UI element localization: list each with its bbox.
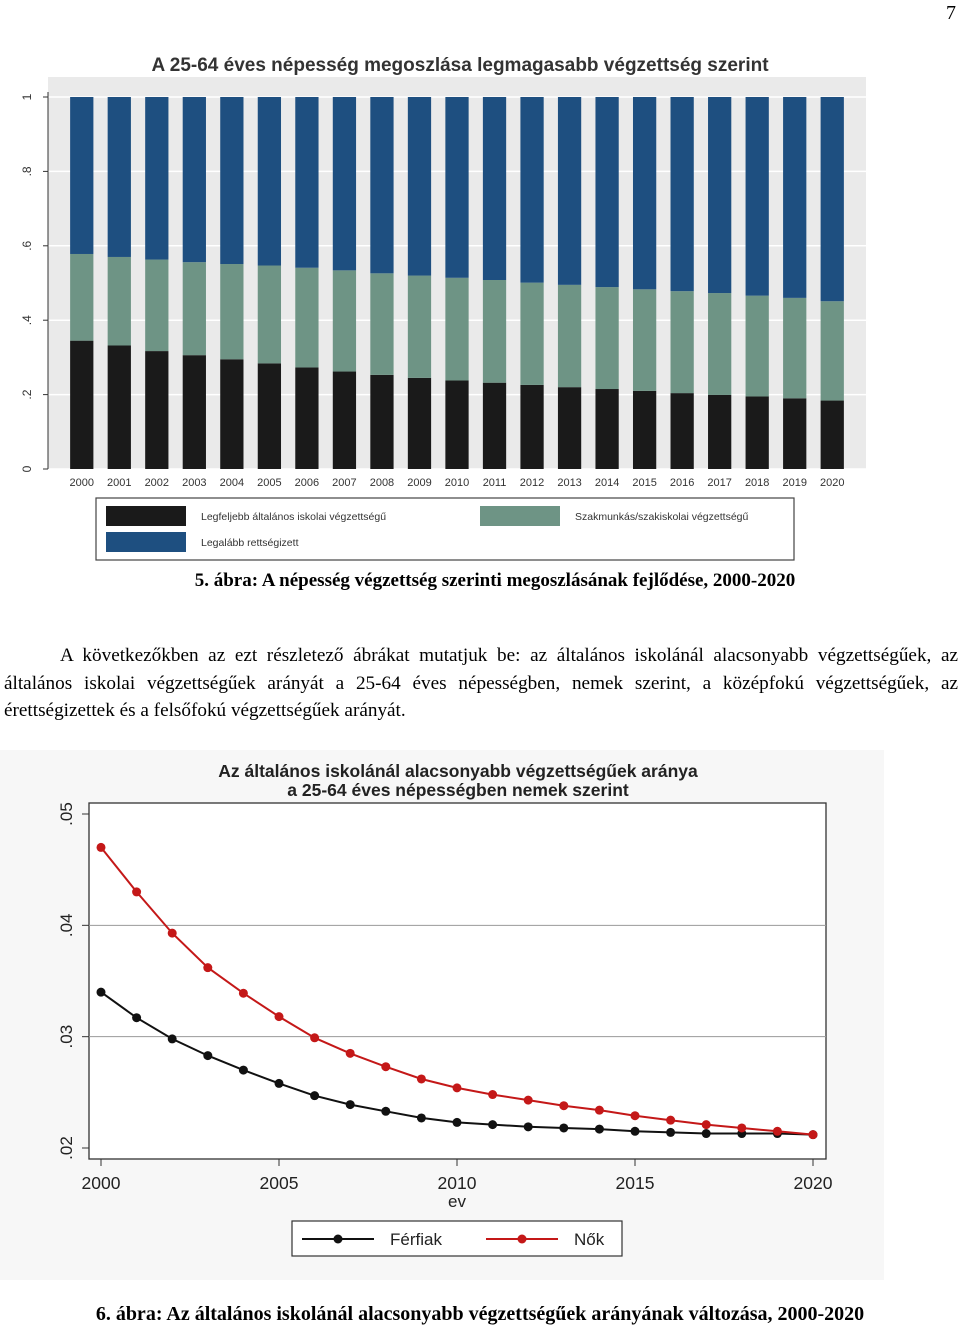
education-distribution-chart	[8, 40, 880, 570]
x-tick-label: 2020	[819, 477, 845, 489]
data-point	[559, 1123, 568, 1132]
plot-region	[89, 803, 826, 1159]
x-tick-label: 2005	[259, 1173, 299, 1193]
bar-segment	[595, 389, 618, 469]
data-point	[310, 1091, 319, 1100]
below-primary-share-chart	[0, 750, 884, 1280]
bar-segment	[258, 266, 281, 364]
bar-segment	[445, 380, 468, 469]
chart-subtitle: a 25-64 éves népességben nemek szerint	[287, 780, 629, 800]
bar-segment	[70, 97, 93, 254]
y-tick-label: 1	[20, 93, 34, 101]
x-tick-label: 2019	[782, 477, 807, 489]
bar-segment	[558, 97, 581, 285]
data-point	[97, 843, 106, 852]
chart-legend	[292, 1221, 622, 1256]
legend-marker	[518, 1235, 527, 1244]
x-tick-label: 2014	[594, 477, 620, 489]
data-point	[595, 1125, 604, 1134]
data-point	[346, 1049, 355, 1058]
data-point	[168, 929, 177, 938]
data-point	[559, 1101, 568, 1110]
legend-swatch	[480, 506, 560, 526]
data-point	[275, 1079, 284, 1088]
bar-segment	[220, 97, 243, 264]
data-point	[346, 1100, 355, 1109]
x-tick-label: 2010	[437, 1173, 477, 1193]
bar-segment	[595, 287, 618, 389]
legend-swatch	[106, 506, 186, 526]
bar-segment	[783, 398, 806, 469]
data-point	[524, 1122, 533, 1131]
data-point	[203, 963, 212, 972]
bar-segment	[783, 97, 806, 298]
bar-segment	[295, 268, 318, 368]
figure5-caption: 5. ábra: A népesség végzettség szerinti megoszlásának fejlődése, 2000-2020	[194, 570, 796, 591]
bar-segment	[333, 270, 356, 371]
y-tick-label: .4	[20, 315, 34, 326]
y-tick-label: .02	[57, 1136, 76, 1160]
data-point	[381, 1107, 390, 1116]
bar-segment	[295, 367, 318, 469]
y-tick-label: 0	[20, 465, 34, 473]
x-tick-label: 2011	[482, 477, 507, 489]
bar-segment	[183, 262, 206, 355]
data-point	[773, 1127, 782, 1136]
bar-segment	[558, 285, 581, 387]
bar-series	[70, 97, 844, 469]
bar-segment	[671, 393, 694, 469]
x-tick-label: 2018	[744, 477, 770, 489]
bar-segment	[333, 97, 356, 270]
figure6-caption: 6. ábra: Az általános iskolánál alacsonyabb végzettségűek arányának változása, 2000-2020	[95, 1303, 865, 1325]
data-point	[488, 1120, 497, 1129]
data-point	[381, 1062, 390, 1071]
bar-segment	[145, 351, 168, 469]
bar-segment	[708, 97, 731, 293]
bar-segment	[821, 401, 844, 469]
data-point	[488, 1090, 497, 1099]
bar-segment	[483, 97, 506, 280]
body-paragraph: A következőkben az ezt részletező ábrákat mutatjuk be: az általános iskolánál alacsonyabb végzettségűek, az általános iskolai végzettségűek arányát a 25-64 éves népességben, nemek szerint, a középfokú végzettségűek, az érettségizettek és a felsőfokú végzettségűek arányát.	[4, 645, 958, 721]
data-point	[631, 1111, 640, 1120]
y-tick-label: .04	[57, 913, 76, 938]
bar-segment	[220, 264, 243, 359]
data-point	[524, 1096, 533, 1105]
x-tick-label: 2005	[257, 477, 282, 489]
bar-segment	[108, 345, 131, 469]
bar-segment	[558, 387, 581, 469]
data-point	[168, 1034, 177, 1043]
data-point	[702, 1129, 711, 1138]
bar-segment	[408, 378, 431, 469]
bar-segment	[445, 97, 468, 278]
data-point	[132, 887, 141, 896]
bar-segment	[220, 359, 243, 469]
y-tick-label: .2	[20, 389, 34, 400]
bar-segment	[520, 385, 543, 469]
data-point	[631, 1127, 640, 1136]
bar-segment	[145, 97, 168, 260]
legend-label: Nők	[574, 1230, 605, 1249]
x-tick-label: 2004	[219, 477, 245, 489]
bar-segment	[183, 355, 206, 469]
x-tick-label: 2001	[107, 477, 132, 489]
chart-title: A 25-64 éves népesség megoszlása legmagasabb végzettség szerint	[151, 55, 769, 76]
x-tick-label: 2002	[144, 477, 170, 489]
bar-segment	[183, 97, 206, 262]
x-tick-label: 2003	[182, 477, 207, 489]
bar-segment	[708, 293, 731, 395]
legend-swatch	[106, 532, 186, 552]
x-axis-ticks	[70, 477, 845, 489]
legend-label: Legfeljebb általános iskolai végzettségű	[201, 511, 387, 523]
bar-segment	[708, 395, 731, 469]
chart-title: Az általános iskolánál alacsonyabb végzettségűek aránya	[218, 761, 698, 781]
bar-segment	[520, 283, 543, 385]
bar-segment	[370, 273, 393, 375]
bar-segment	[746, 296, 769, 397]
data-point	[702, 1120, 711, 1129]
page-number: 7	[946, 2, 956, 24]
x-axis-label: ev	[448, 1192, 466, 1211]
bar-segment	[483, 383, 506, 469]
x-tick-label: 2008	[369, 477, 395, 489]
data-point	[239, 989, 248, 998]
bar-segment	[821, 301, 844, 400]
bar-segment	[633, 97, 656, 289]
data-point	[97, 988, 106, 997]
y-tick-label: .05	[57, 802, 76, 826]
data-point	[275, 1012, 284, 1021]
data-point	[453, 1083, 462, 1092]
bar-segment	[108, 97, 131, 257]
data-point	[666, 1116, 675, 1125]
bar-segment	[258, 97, 281, 266]
x-tick-label: 2012	[519, 477, 545, 489]
data-point	[809, 1130, 818, 1139]
bar-segment	[408, 276, 431, 378]
bar-segment	[445, 278, 468, 381]
bar-segment	[633, 391, 656, 469]
x-tick-label: 2009	[407, 477, 432, 489]
data-point	[453, 1118, 462, 1127]
x-tick-label: 2013	[557, 477, 582, 489]
legend-label: Férfiak	[390, 1230, 442, 1249]
data-point	[666, 1128, 675, 1137]
bar-segment	[295, 97, 318, 268]
x-tick-label: 2006	[294, 477, 320, 489]
bar-segment	[483, 280, 506, 383]
bar-segment	[520, 97, 543, 283]
bar-segment	[70, 341, 93, 469]
x-tick-label: 2000	[81, 1173, 121, 1193]
bar-segment	[671, 291, 694, 393]
bar-segment	[633, 289, 656, 391]
bar-segment	[746, 97, 769, 296]
x-tick-label: 2017	[707, 477, 732, 489]
bar-segment	[595, 97, 618, 287]
legend-label: Szakmunkás/szakiskolai végzettségű	[575, 511, 749, 523]
bar-segment	[370, 375, 393, 469]
data-point	[595, 1106, 604, 1115]
data-point	[310, 1033, 319, 1042]
data-point	[239, 1066, 248, 1075]
data-point	[417, 1113, 426, 1122]
bar-segment	[370, 97, 393, 273]
x-tick-label: 2015	[615, 1173, 655, 1193]
bar-segment	[746, 396, 769, 469]
chart-legend	[96, 498, 794, 560]
y-tick-label: .03	[57, 1024, 76, 1049]
data-point	[203, 1051, 212, 1060]
bar-segment	[333, 372, 356, 469]
bar-segment	[408, 97, 431, 276]
y-tick-label: .6	[20, 240, 34, 251]
data-point	[132, 1013, 141, 1022]
x-tick-label: 2000	[69, 477, 95, 489]
legend-marker	[334, 1235, 343, 1244]
data-point	[417, 1074, 426, 1083]
data-point	[737, 1123, 746, 1132]
bar-segment	[783, 298, 806, 398]
x-tick-label: 2015	[632, 477, 657, 489]
legend-label: Legalább rettségizett	[201, 537, 299, 549]
bar-segment	[671, 97, 694, 291]
x-tick-label: 2020	[793, 1173, 833, 1193]
bar-segment	[258, 363, 281, 469]
x-tick-label: 2007	[332, 477, 357, 489]
bar-segment	[70, 254, 93, 341]
bar-segment	[821, 97, 844, 301]
x-tick-label: 2016	[669, 477, 695, 489]
y-tick-label: .8	[20, 166, 34, 177]
bar-segment	[108, 257, 131, 346]
bar-segment	[145, 260, 168, 352]
x-tick-label: 2010	[444, 477, 470, 489]
